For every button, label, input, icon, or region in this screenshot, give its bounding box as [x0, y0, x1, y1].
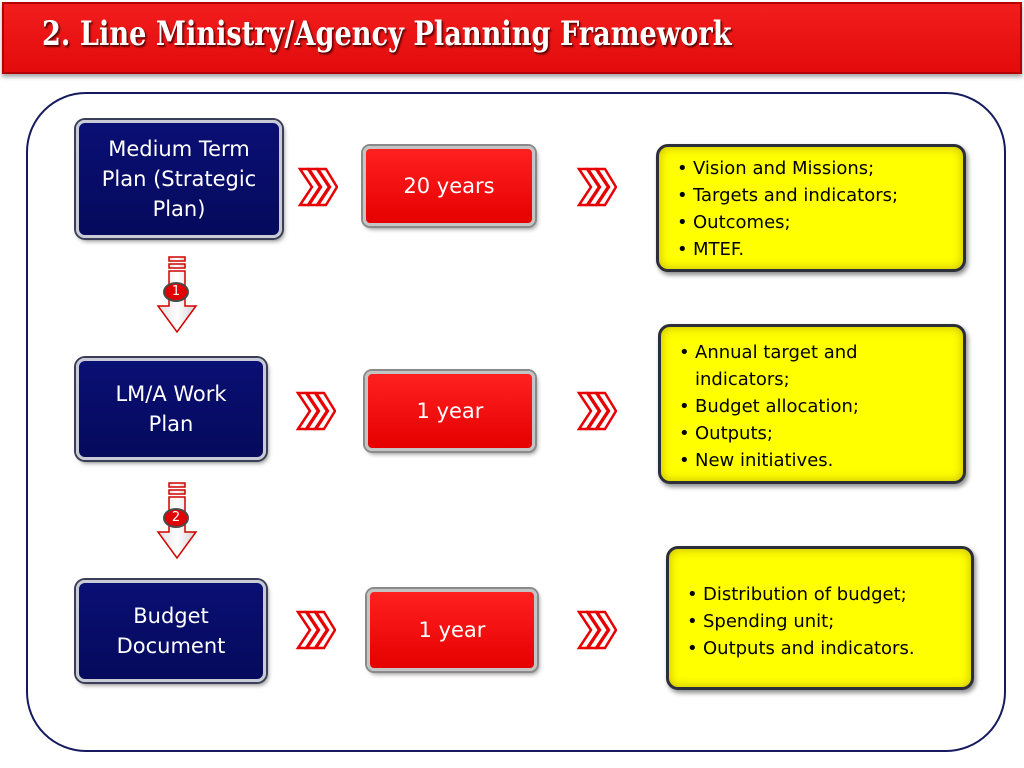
triple-chevron-right-icon — [575, 166, 617, 208]
triple-chevron-right-icon — [294, 390, 336, 432]
output-list — [675, 339, 895, 474]
plan-label: Medium Term Plan (Strategic Plan) — [101, 137, 257, 221]
plan-label: LM/A Work Plan — [115, 382, 227, 436]
step-badge: 1 — [163, 282, 189, 302]
output-list — [673, 155, 898, 263]
output-item: • Outputs and indicators. — [683, 635, 915, 662]
output-item: • Annual target and indicators; — [675, 339, 895, 393]
step-badge: 2 — [163, 508, 189, 528]
plan-box-budget-document — [76, 580, 266, 682]
triple-chevron-right-icon — [575, 609, 617, 651]
period-label: 20 years — [403, 174, 495, 198]
outputs-box-medium-term — [656, 144, 966, 272]
output-item: • Targets and indicators; — [673, 182, 898, 209]
period-label: 1 year — [418, 618, 486, 642]
plan-box-medium-term — [76, 120, 282, 238]
title-bar — [2, 2, 1022, 74]
triple-chevron-right-icon — [294, 609, 336, 651]
period-box-1-year — [365, 371, 535, 451]
output-item: • Budget allocation; — [675, 393, 895, 420]
output-item: • Vision and Missions; — [673, 155, 898, 182]
period-box-1-year — [367, 589, 537, 671]
output-item: • Distribution of budget; — [683, 581, 915, 608]
output-item: • New initiatives. — [675, 447, 895, 474]
output-list — [683, 581, 915, 662]
output-item: • Outcomes; — [673, 209, 898, 236]
triple-chevron-right-icon — [296, 166, 338, 208]
triple-chevron-right-icon — [575, 390, 617, 432]
period-box-20-years — [363, 146, 535, 226]
plan-label: Budget Document — [116, 604, 226, 658]
outputs-box-budget-document — [666, 546, 974, 690]
plan-box-work-plan — [76, 358, 266, 460]
output-item: • MTEF. — [673, 236, 898, 263]
output-item: • Spending unit; — [683, 608, 915, 635]
output-item: • Outputs; — [675, 420, 895, 447]
slide-title: 2. Line Ministry/Agency Planning Framework — [42, 14, 732, 54]
period-label: 1 year — [416, 399, 484, 423]
outputs-box-work-plan — [658, 324, 966, 484]
